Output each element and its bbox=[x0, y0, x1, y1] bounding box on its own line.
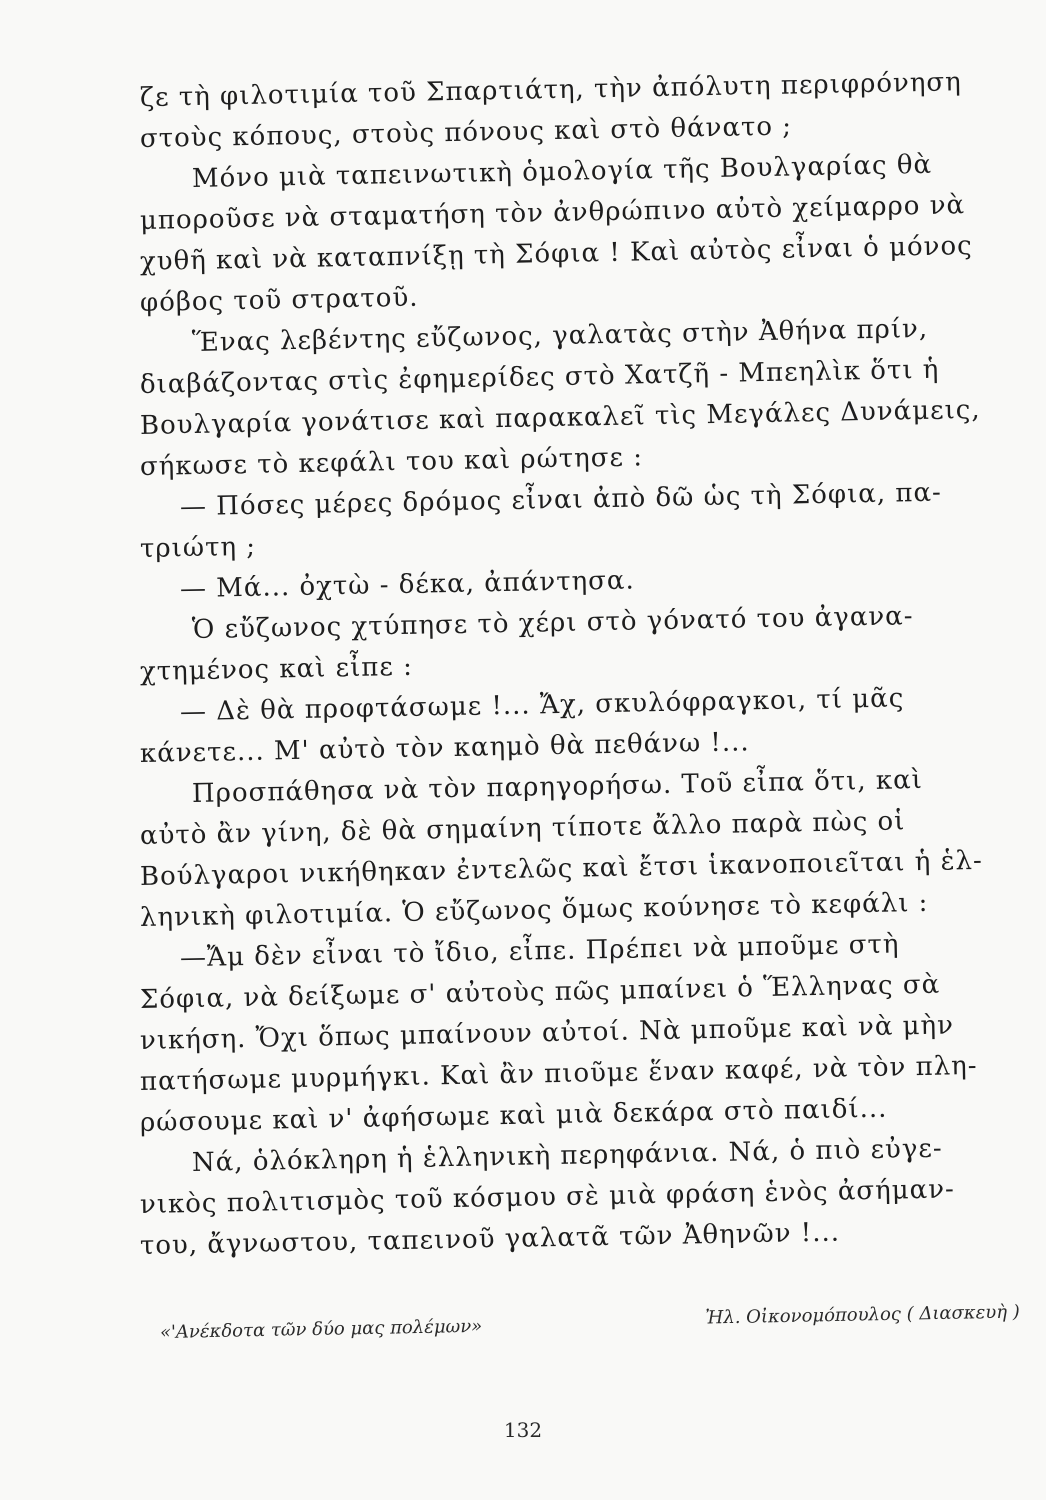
text-line: Νά, ὁλόκληρη ἡ ἑλληνικὴ περηφάνια. Νά, ὁ πιὸ εὐγε- bbox=[191, 1133, 943, 1178]
text-line: Προσπάθησα νὰ τὸν παρηγορήσω. Τοῦ εἶπα ὅτι, καὶ bbox=[191, 764, 924, 809]
text-line: τριώτη ; bbox=[139, 531, 257, 564]
text-line: Ἕνας λεβέντης εὔζωνος, γαλατὰς στὴν Ἀθήνα πρίν, bbox=[191, 313, 929, 358]
text-line: αὐτὸ ἂν γίνη, δὲ θὰ σημαίνη τίποτε ἄλλο παρὰ πὼς οἱ bbox=[139, 806, 906, 851]
page-number: 132 bbox=[503, 1418, 543, 1442]
text-line: Βούλγαροι νικήθηκαν ἐντελῶς καὶ ἔτσι ἱκανοποιεῖται ἡ ἑλ- bbox=[139, 845, 984, 892]
text-line: χτημένος καὶ εἶπε : bbox=[139, 651, 414, 687]
text-line: κάνετε... Μ' αὐτὸ τὸν καημὸ θὰ πεθάνω !... bbox=[139, 727, 750, 769]
text-line: Βουλγαρία γονάτισε καὶ παρακαλεῖ τὶς Μεγάλες Δυνάμεις, bbox=[139, 394, 981, 441]
attribution bbox=[160, 1301, 1020, 1348]
text-line: — Μά... ὀχτὼ - δέκα, ἀπάντησα. bbox=[179, 565, 635, 605]
text-line: Ὁ εὔζωνος χτύπησε τὸ χέρι στὸ γόνατό του ἀγανα- bbox=[191, 601, 914, 645]
source-title: «'Ανέκδοτα τῶν δύο μας πολέμων» bbox=[159, 1315, 483, 1343]
text-line: νικήση. Ὄχι ὅπως μπαίνουν αὐτοί. Νὰ μποῦμε καὶ νὰ μὴν bbox=[139, 1010, 955, 1056]
text-line: χυθῆ καὶ νὰ καταπνίξῃ τὴ Σόφια ! Καὶ αὐτὸς εἶναι ὁ μόνος bbox=[139, 231, 973, 277]
text-line: — Πόσες μέρες δρόμος εἶναι ἀπὸ δῶ ὡς τὴ Σόφια, πα- bbox=[179, 477, 943, 523]
text-line: Μόνο μιὰ ταπεινωτικὴ ὁμολογία τῆς Βουλγαρίας θὰ bbox=[191, 149, 933, 194]
text-line: ληνικὴ φιλοτιμία. Ὁ εὔζωνος ὅμως κούνησε τὸ κεφάλι : bbox=[139, 887, 929, 933]
text-line: ζε τὴ φιλοτιμία τοῦ Σπαρτιάτη, τὴν ἀπόλυτη περιφρόνηση bbox=[139, 67, 962, 113]
text-line: στοὺς κόπους, στοὺς πόνους καὶ στὸ θάνατο ; bbox=[139, 111, 793, 154]
author-credit: Ἠλ. Οἰκονομόπουλος ( Διασκευὴ ) bbox=[705, 1301, 1020, 1329]
text-line: νικὸς πολιτισμὸς τοῦ κόσμου σὲ μιὰ φράση ἑνὸς ἀσήμαν- bbox=[139, 1174, 956, 1220]
text-line: του, ἄγνωστου, ταπεινοῦ γαλατᾶ τῶν Ἀθηνῶν !... bbox=[139, 1217, 841, 1261]
text-line: —Ἄμ δὲν εἶναι τὸ ἴδιο, εἶπε. Πρέπει νὰ μποῦμε στὴ bbox=[179, 929, 900, 974]
body-text bbox=[139, 67, 1020, 1267]
text-line: σήκωσε τὸ κεφάλι του καὶ ρώτησε : bbox=[139, 442, 644, 482]
text-line: — Δὲ θὰ προφτάσωμε !... Ἄχ, σκυλόφραγκοι, τί μᾶς bbox=[179, 683, 905, 728]
text-line: φόβος τοῦ στρατοῦ. bbox=[139, 282, 419, 318]
text-line: διαβάζοντας στὶς ἐφημερίδες στὸ Χατζῆ - Μπεηλὶκ ὅτι ἡ bbox=[139, 354, 940, 400]
text-line: ρώσουμε καὶ ν' ἀφήσωμε καὶ μιὰ δεκάρα στὸ παιδί... bbox=[139, 1093, 888, 1138]
text-line: μποροῦσε νὰ σταματήση τὸν ἀνθρώπινο αὐτὸ χείμαρρο νὰ bbox=[139, 190, 966, 236]
text-line: πατήσωμε μυρμήγκι. Καὶ ἂν πιοῦμε ἕναν καφέ, νὰ τὸν πλη- bbox=[139, 1050, 978, 1097]
text-line: Σόφια, νὰ δείξωμε σ' αὐτοὺς πῶς μπαίνει ὁ Ἕλληνας σὰ bbox=[139, 969, 941, 1015]
